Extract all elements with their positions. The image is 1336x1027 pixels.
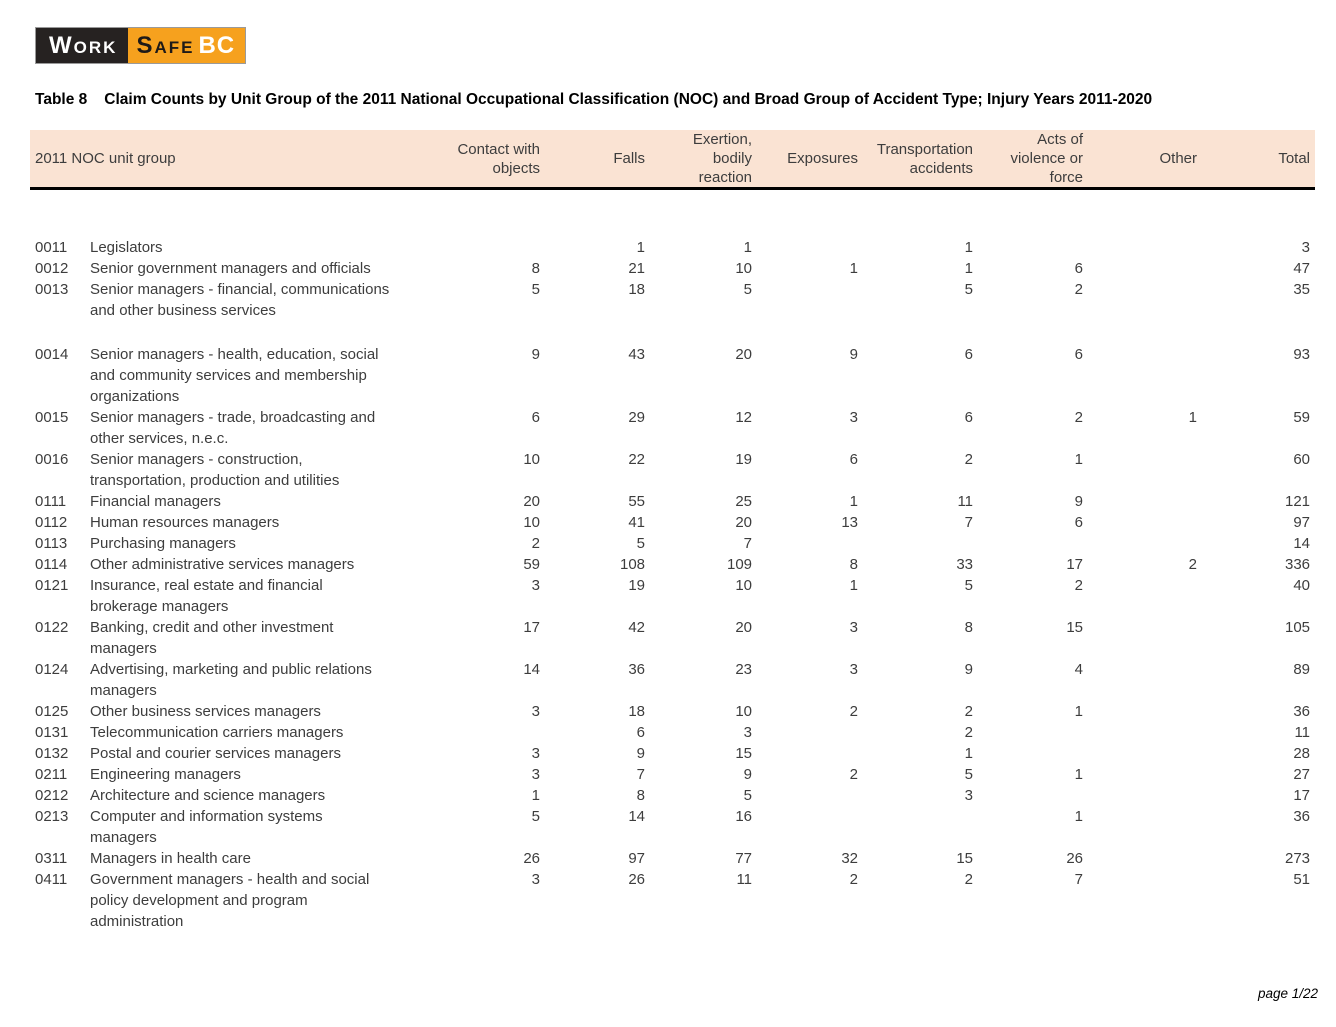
cell-exposures: 32 <box>841 850 859 867</box>
col-header-noc-unit-group: 2011 NOC unit group <box>30 130 450 189</box>
logo-safe-text: Safe <box>136 31 195 59</box>
cell-exposures: 13 <box>841 514 859 531</box>
cell-exposures: 6 <box>849 451 859 468</box>
col-header-total: Total <box>1202 130 1315 189</box>
cell-falls: 7 <box>636 766 646 783</box>
noc-name-cell <box>90 722 450 743</box>
cell-violence <box>978 743 1088 764</box>
cell-other <box>1088 659 1202 701</box>
cell-other <box>1088 279 1202 321</box>
cell-total: 28 <box>1293 745 1311 762</box>
cell-total: 105 <box>1284 619 1311 636</box>
noc-name-cell <box>90 848 450 869</box>
cell-total: 27 <box>1293 766 1311 783</box>
table-row <box>30 848 1315 869</box>
noc-name-text: Senior managers - health, education, social and community services and membership organizations <box>90 346 379 405</box>
cell-total: 89 <box>1293 661 1311 678</box>
table-row <box>30 258 1315 279</box>
cell-transportation: 7 <box>964 514 974 531</box>
cell-contact: 9 <box>531 346 541 363</box>
noc-name-cell <box>90 237 450 258</box>
cell-total: 336 <box>1284 556 1311 573</box>
noc-code-cell: 0125 <box>35 703 69 720</box>
table-title-text: Claim Counts by Unit Group of the 2011 National Occupational Classification (NOC) and Broad Group of Accident Type; Injury Years 2011-2020 <box>104 91 1153 108</box>
cell-falls: 42 <box>628 619 646 636</box>
cell-total: 40 <box>1293 577 1311 594</box>
cell-other <box>1088 237 1202 258</box>
cell-violence: 6 <box>1074 514 1084 531</box>
noc-name-cell <box>90 764 450 785</box>
cell-contact: 10 <box>523 514 541 531</box>
noc-code-cell: 0411 <box>35 871 68 888</box>
cell-violence: 1 <box>1074 766 1084 783</box>
table-row <box>30 407 1315 449</box>
cell-contact: 59 <box>523 556 541 573</box>
noc-name-text: Computer and information systems managers <box>90 808 323 846</box>
cell-violence: 26 <box>1066 850 1084 867</box>
noc-name-cell <box>90 279 450 321</box>
noc-name-text: Purchasing managers <box>90 535 236 552</box>
cell-exposures: 3 <box>849 661 859 678</box>
cell-other <box>1088 743 1202 764</box>
noc-name-text: Architecture and science managers <box>90 787 326 804</box>
cell-contact <box>450 722 545 743</box>
cell-transportation: 1 <box>964 745 974 762</box>
cell-exposures <box>757 785 863 806</box>
noc-code-cell: 0132 <box>35 745 69 762</box>
cell-exposures: 2 <box>849 703 859 720</box>
cell-contact: 3 <box>531 745 541 762</box>
noc-name-cell <box>90 869 450 932</box>
table-row <box>30 533 1315 554</box>
noc-code-cell: 0016 <box>35 451 69 468</box>
cell-contact: 10 <box>523 451 541 468</box>
cell-contact: 5 <box>531 808 541 825</box>
cell-falls: 9 <box>636 745 646 762</box>
table-row <box>30 722 1315 743</box>
noc-name-text: Senior managers - trade, broadcasting and other services, n.e.c. <box>90 409 376 447</box>
cell-contact: 1 <box>531 787 541 804</box>
cell-contact: 26 <box>523 850 541 867</box>
table-row <box>30 701 1315 722</box>
cell-falls: 26 <box>628 871 646 888</box>
spacer-row <box>30 321 1315 344</box>
cell-violence: 2 <box>1074 409 1084 426</box>
noc-code-cell: 0114 <box>35 556 68 573</box>
cell-exertion: 12 <box>735 409 753 426</box>
cell-contact: 6 <box>531 409 541 426</box>
cell-exertion: 15 <box>735 745 753 762</box>
cell-falls: 36 <box>628 661 646 678</box>
worksafebc-logo <box>35 27 246 64</box>
cell-total: 36 <box>1293 703 1311 720</box>
cell-exposures: 2 <box>849 871 859 888</box>
table-title <box>35 91 1315 109</box>
noc-name-cell <box>90 743 450 764</box>
col-header-exertion-bodily-reaction: Exertion, bodily reaction <box>650 130 757 189</box>
table-row <box>30 491 1315 512</box>
cell-falls: 18 <box>628 281 646 298</box>
noc-name-text: Government managers - health and social policy development and program administration <box>90 871 370 930</box>
noc-name-cell <box>90 659 450 701</box>
cell-transportation: 2 <box>964 871 974 888</box>
cell-falls: 97 <box>628 850 646 867</box>
cell-violence: 2 <box>1074 281 1084 298</box>
cell-violence: 1 <box>1074 703 1084 720</box>
cell-exposures <box>757 722 863 743</box>
cell-total: 17 <box>1293 787 1311 804</box>
cell-exposures: 2 <box>849 766 859 783</box>
cell-other <box>1088 344 1202 407</box>
col-header-contact-with-objects: Contact with objects <box>450 130 545 189</box>
cell-falls: 29 <box>628 409 646 426</box>
cell-other <box>1088 869 1202 932</box>
cell-exertion: 23 <box>735 661 753 678</box>
cell-violence <box>978 785 1088 806</box>
cell-falls: 6 <box>636 724 646 741</box>
cell-violence: 1 <box>1074 808 1084 825</box>
cell-total: 35 <box>1293 281 1311 298</box>
cell-transportation: 3 <box>964 787 974 804</box>
cell-exposures: 1 <box>849 260 859 277</box>
table-row <box>30 279 1315 321</box>
noc-code-cell: 0113 <box>35 535 68 552</box>
noc-name-text: Insurance, real estate and financial brokerage managers <box>90 577 323 615</box>
cell-other <box>1088 701 1202 722</box>
table-row <box>30 449 1315 491</box>
noc-code-cell: 0212 <box>35 787 69 804</box>
cell-other <box>1088 785 1202 806</box>
cell-exertion: 20 <box>735 619 753 636</box>
page-number: page 1/22 <box>1257 986 1318 1001</box>
cell-other <box>1088 722 1202 743</box>
noc-code-cell: 0311 <box>35 850 68 867</box>
table-row <box>30 785 1315 806</box>
cell-total: 59 <box>1293 409 1311 426</box>
header-row <box>30 130 1315 189</box>
cell-exposures: 3 <box>849 409 859 426</box>
cell-other <box>1088 258 1202 279</box>
cell-exertion: 3 <box>743 724 753 741</box>
table-row <box>30 869 1315 932</box>
cell-other: 2 <box>1188 556 1198 573</box>
cell-falls: 1 <box>636 239 646 256</box>
cell-contact: 3 <box>531 871 541 888</box>
noc-name-cell <box>90 449 450 491</box>
noc-name-cell <box>90 512 450 533</box>
cell-exertion: 109 <box>726 556 753 573</box>
cell-exposures <box>757 743 863 764</box>
cell-violence: 6 <box>1074 260 1084 277</box>
cell-other <box>1088 806 1202 848</box>
cell-total: 36 <box>1293 808 1311 825</box>
cell-total: 97 <box>1293 514 1311 531</box>
cell-exposures <box>757 533 863 554</box>
noc-code-cell: 0014 <box>35 346 69 363</box>
noc-name-text: Human resources managers <box>90 514 280 531</box>
noc-name-cell <box>90 785 450 806</box>
cell-falls: 21 <box>628 260 646 277</box>
noc-code-cell: 0122 <box>35 619 69 636</box>
cell-total: 60 <box>1293 451 1311 468</box>
noc-name-text: Senior government managers and officials <box>90 260 371 277</box>
claim-counts-table <box>30 130 1315 932</box>
cell-contact: 17 <box>523 619 541 636</box>
cell-exertion: 16 <box>735 808 753 825</box>
cell-falls: 43 <box>628 346 646 363</box>
cell-contact: 5 <box>531 281 541 298</box>
noc-code-cell: 0111 <box>35 493 67 510</box>
noc-name-cell <box>90 344 450 407</box>
cell-violence: 7 <box>1074 871 1084 888</box>
table-row <box>30 659 1315 701</box>
noc-code-cell: 0121 <box>35 577 69 594</box>
cell-exposures: 1 <box>849 577 859 594</box>
noc-name-text: Advertising, marketing and public relations managers <box>90 661 372 699</box>
noc-code-cell: 0211 <box>35 766 68 783</box>
cell-transportation: 33 <box>956 556 974 573</box>
table-row <box>30 617 1315 659</box>
noc-code-cell: 0131 <box>35 724 69 741</box>
cell-other <box>1088 848 1202 869</box>
noc-name-cell <box>90 491 450 512</box>
cell-transportation: 8 <box>964 619 974 636</box>
noc-name-text: Senior managers - construction, transportation, production and utilities <box>90 451 340 489</box>
cell-exertion: 9 <box>743 766 753 783</box>
cell-falls: 14 <box>628 808 646 825</box>
cell-contact: 3 <box>531 703 541 720</box>
cell-total: 121 <box>1284 493 1311 510</box>
noc-name-text: Legislators <box>90 239 163 256</box>
noc-name-text: Managers in health care <box>90 850 251 867</box>
logo-safe-segment <box>128 28 245 63</box>
cell-other <box>1088 491 1202 512</box>
noc-name-cell <box>90 533 450 554</box>
noc-name-cell <box>90 806 450 848</box>
cell-falls: 5 <box>636 535 646 552</box>
cell-total: 11 <box>1294 724 1311 741</box>
cell-exposures: 9 <box>849 346 859 363</box>
cell-contact: 2 <box>531 535 541 552</box>
noc-name-cell <box>90 575 450 617</box>
cell-falls: 55 <box>628 493 646 510</box>
cell-transportation: 1 <box>964 239 974 256</box>
table-row <box>30 237 1315 258</box>
cell-exertion: 5 <box>743 281 753 298</box>
cell-transportation: 2 <box>964 724 974 741</box>
cell-transportation: 5 <box>964 577 974 594</box>
noc-code-cell: 0011 <box>35 239 68 256</box>
cell-falls: 108 <box>619 556 646 573</box>
noc-name-cell <box>90 258 450 279</box>
cell-other <box>1088 533 1202 554</box>
col-header-acts-of-violence-or-force: Acts of violence or force <box>978 130 1088 189</box>
cell-violence <box>978 533 1088 554</box>
table-row <box>30 743 1315 764</box>
cell-exposures: 1 <box>849 493 859 510</box>
cell-falls: 8 <box>636 787 646 804</box>
cell-total: 93 <box>1293 346 1311 363</box>
cell-exertion: 11 <box>736 871 753 888</box>
cell-contact: 3 <box>531 577 541 594</box>
cell-total: 14 <box>1293 535 1311 552</box>
cell-total: 3 <box>1301 239 1311 256</box>
cell-contact: 14 <box>523 661 541 678</box>
noc-name-text: Senior managers - financial, communications and other business services <box>90 281 390 319</box>
cell-other: 1 <box>1188 409 1198 426</box>
cell-transportation: 6 <box>964 346 974 363</box>
cell-other <box>1088 449 1202 491</box>
cell-exertion: 1 <box>743 239 753 256</box>
cell-contact: 20 <box>523 493 541 510</box>
cell-transportation <box>863 806 978 848</box>
noc-name-cell <box>90 617 450 659</box>
cell-violence: 9 <box>1074 493 1084 510</box>
cell-contact: 3 <box>531 766 541 783</box>
cell-falls: 18 <box>628 703 646 720</box>
table-body <box>30 189 1315 933</box>
cell-other <box>1088 764 1202 785</box>
cell-transportation: 2 <box>964 703 974 720</box>
noc-name-text: Banking, credit and other investment managers <box>90 619 334 657</box>
noc-name-text: Other business services managers <box>90 703 321 720</box>
cell-violence: 1 <box>1074 451 1084 468</box>
table-number-label: Table 8 <box>35 91 88 108</box>
noc-name-cell <box>90 701 450 722</box>
cell-exertion: 20 <box>735 514 753 531</box>
cell-transportation: 11 <box>957 493 974 510</box>
cell-falls: 22 <box>628 451 646 468</box>
noc-code-cell: 0124 <box>35 661 69 678</box>
spacer-cell <box>30 321 1315 344</box>
cell-exposures <box>757 279 863 321</box>
cell-exertion: 20 <box>735 346 753 363</box>
logo-work-segment: Work <box>36 28 128 63</box>
cell-other <box>1088 512 1202 533</box>
cell-transportation: 5 <box>964 766 974 783</box>
spacer-cell <box>30 189 1315 238</box>
col-header-falls: Falls <box>545 130 650 189</box>
cell-other <box>1088 617 1202 659</box>
table-row <box>30 806 1315 848</box>
noc-code-cell: 0015 <box>35 409 69 426</box>
cell-contact: 8 <box>531 260 541 277</box>
cell-exertion: 7 <box>743 535 753 552</box>
noc-name-cell <box>90 407 450 449</box>
cell-total: 51 <box>1293 871 1311 888</box>
noc-name-text: Engineering managers <box>90 766 241 783</box>
cell-transportation: 9 <box>964 661 974 678</box>
cell-transportation <box>863 533 978 554</box>
cell-violence: 17 <box>1066 556 1084 573</box>
cell-exertion: 77 <box>735 850 753 867</box>
cell-exertion: 25 <box>735 493 753 510</box>
cell-exertion: 19 <box>735 451 753 468</box>
cell-violence <box>978 237 1088 258</box>
cell-transportation: 6 <box>964 409 974 426</box>
noc-name-text: Financial managers <box>90 493 221 510</box>
cell-contact <box>450 237 545 258</box>
cell-exertion: 10 <box>735 703 753 720</box>
cell-exertion: 10 <box>735 260 753 277</box>
cell-falls: 19 <box>628 577 646 594</box>
cell-exposures: 3 <box>849 619 859 636</box>
cell-falls: 41 <box>628 514 646 531</box>
col-header-exposures: Exposures <box>757 130 863 189</box>
cell-total: 273 <box>1284 850 1311 867</box>
table-row <box>30 764 1315 785</box>
noc-name-text: Other administrative services managers <box>90 556 355 573</box>
cell-exposures <box>757 806 863 848</box>
cell-transportation: 1 <box>964 260 974 277</box>
table-row <box>30 344 1315 407</box>
noc-code-cell: 0112 <box>35 514 68 531</box>
table-row <box>30 575 1315 617</box>
logo-bc-text: BC <box>198 31 236 59</box>
cell-other <box>1088 575 1202 617</box>
noc-name-text: Telecommunication carriers managers <box>90 724 344 741</box>
cell-violence: 6 <box>1074 346 1084 363</box>
noc-code-cell: 0012 <box>35 260 69 277</box>
cell-exertion: 10 <box>735 577 753 594</box>
noc-name-cell <box>90 554 450 575</box>
cell-transportation: 5 <box>964 281 974 298</box>
cell-transportation: 2 <box>964 451 974 468</box>
cell-violence <box>978 722 1088 743</box>
col-header-other: Other <box>1088 130 1202 189</box>
noc-code-cell: 0013 <box>35 281 69 298</box>
spacer-row <box>30 189 1315 238</box>
table-row <box>30 512 1315 533</box>
cell-exposures: 8 <box>849 556 859 573</box>
cell-exposures <box>757 237 863 258</box>
cell-total: 47 <box>1293 260 1311 277</box>
table-row <box>30 554 1315 575</box>
noc-name-text: Postal and courier services managers <box>90 745 341 762</box>
cell-violence: 4 <box>1074 661 1084 678</box>
cell-transportation: 15 <box>956 850 974 867</box>
cell-violence: 2 <box>1074 577 1084 594</box>
col-header-transportation-accidents: Transportation accidents <box>863 130 978 189</box>
cell-violence: 15 <box>1066 619 1084 636</box>
cell-exertion: 5 <box>743 787 753 804</box>
noc-code-cell: 0213 <box>35 808 69 825</box>
